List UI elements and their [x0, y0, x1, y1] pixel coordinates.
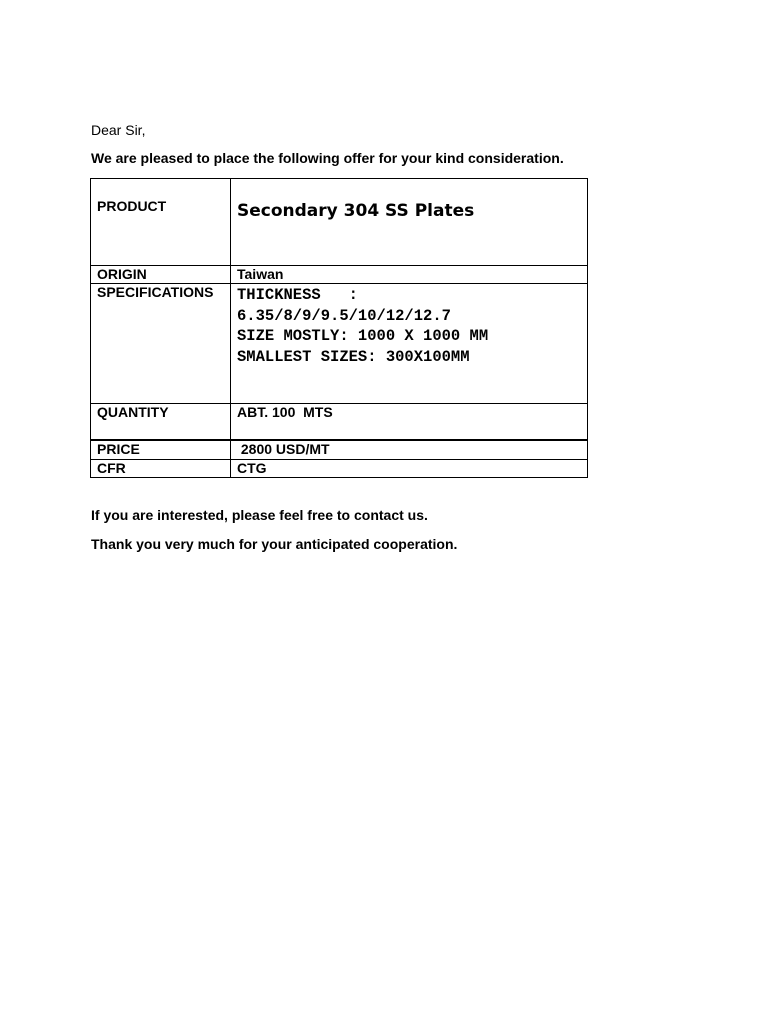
table-row-specifications [91, 284, 588, 404]
greeting-text: Dear Sir, [91, 122, 146, 138]
specifications-label: SPECIFICATIONS [91, 284, 231, 404]
product-label: PRODUCT [91, 179, 231, 266]
spec-line-smallest-size: SMALLEST SIZES: 300X100MM [237, 347, 470, 366]
price-label: PRICE [91, 440, 231, 460]
quantity-value: ABT. 100 MTS [231, 404, 588, 441]
specifications-value [231, 284, 588, 404]
spec-line-thickness-values: 6.35/8/9/9.5/10/12/12.7 [237, 306, 451, 325]
interest-text: If you are interested, please feel free to contact us. [91, 507, 428, 523]
table-row-cfr [91, 460, 588, 478]
table-row-price [91, 440, 588, 460]
origin-value: Taiwan [231, 266, 588, 284]
cfr-value: CTG [231, 460, 588, 478]
table-row-product [91, 179, 588, 266]
intro-text: We are pleased to place the following offer for your kind consideration. [91, 150, 564, 166]
spec-line-size: SIZE MOSTLY: 1000 X 1000 MM [237, 327, 489, 345]
product-value: Secondary 304 SS Plates [231, 179, 588, 266]
cfr-label: CFR [91, 460, 231, 478]
price-value: 2800 USD/MT [231, 440, 588, 460]
origin-label: ORIGIN [91, 266, 231, 284]
spec-line-thickness: THICKNESS : [237, 286, 358, 304]
offer-table [90, 178, 588, 478]
table-row-quantity [91, 404, 588, 441]
quantity-label: QUANTITY [91, 404, 231, 441]
thanks-text: Thank you very much for your anticipated cooperation. [91, 536, 458, 552]
table-row-origin [91, 266, 588, 284]
